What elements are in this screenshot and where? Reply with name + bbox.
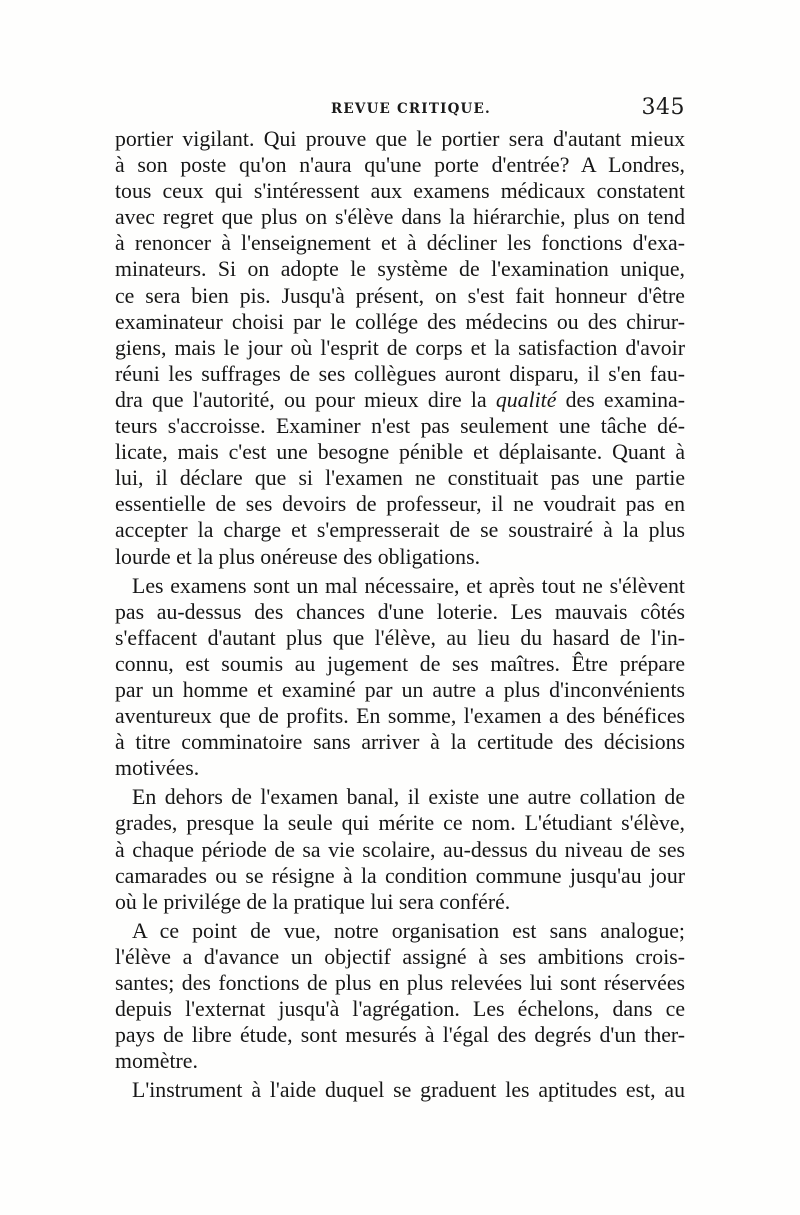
text-line: lui, il déclare que si l'examen ne constituait pas une partie (115, 466, 685, 491)
italic-word: qualité (495, 387, 557, 412)
running-head (115, 95, 685, 123)
text-line: En dehors de l'examen banal, il existe une autre collation de (132, 785, 685, 810)
text-line: momètre. (115, 1049, 198, 1074)
text-line: camarades ou se résigne à la condition commune jusqu'au jour (115, 863, 685, 888)
text-line: réuni les suffrages de ses collègues auront disparu, il s'en fau- (115, 361, 685, 386)
text-segment: dra que l'autorité, ou pour mieux dire la (115, 387, 496, 412)
text-line: à renoncer à l'enseignement et à décliner les fonctions d'exa- (115, 231, 685, 256)
text-line: teurs s'accroisse. Examiner n'est pas seulement une tâche dé- (115, 414, 685, 439)
text-line: depuis l'externat jusqu'à l'agrégation. Les échelons, dans ce (115, 997, 685, 1022)
paragraph (115, 1077, 685, 1103)
paragraph (115, 573, 685, 782)
text-line: portier vigilant. Qui prouve que le portier sera d'autant mieux (115, 127, 685, 151)
text-line: ce sera bien pis. Jusqu'à présent, on s'est fait honneur d'être (115, 283, 685, 308)
text-line: examinateur choisi par le collége des médecins ou des chirur- (115, 309, 685, 334)
text-line: A ce point de vue, notre organisation est sans analogue; (132, 918, 685, 943)
running-title: REVUE CRITIQUE. (331, 101, 491, 117)
text-line: pas au-dessus des chances d'une loterie. Les mauvais côtés (115, 599, 685, 624)
text-line: essentielle de ses devoirs de professeur, il ne voudrait pas en (115, 492, 685, 517)
text-line: minateurs. Si on adopte le système de l'examination unique, (115, 257, 685, 282)
text-segment: des examina- (556, 387, 685, 412)
text-line: santes; des fonctions de plus en plus relevées lui sont réservées (115, 971, 685, 995)
text-line: à titre comminatoire sans arriver à la certitude des décisions (115, 730, 685, 755)
text-line-with-italic (115, 387, 685, 413)
paragraph (115, 126, 685, 570)
text-line: tous ceux qui s'intéressent aux examens médicaux constatent (115, 179, 685, 204)
paragraph (115, 784, 685, 914)
body-text (115, 126, 685, 1103)
text-line: giens, mais le jour où l'esprit de corps et la satisfaction d'avoir (115, 335, 685, 360)
text-line: à chaque période de sa vie scolaire, au-dessus du niveau de ses (115, 837, 685, 862)
text-line: l'élève a d'avance un objectif assigné à ses ambitions crois- (115, 944, 685, 969)
text-line: aventureux que de profits. En somme, l'examen a des bénéfices (115, 704, 685, 729)
text-line: connu, est soumis au jugement de ses maîtres. Être prépare (115, 651, 685, 676)
text-line: lourde et la plus onéreuse des obligations. (115, 544, 481, 569)
text-line: à son poste qu'on n'aura qu'une porte d'entrée? A Londres, (115, 153, 685, 178)
text-line: licate, mais c'est une besogne pénible et déplaisante. Quant à (115, 440, 685, 465)
text-line: accepter la charge et s'empresserait de se soustrairé à la plus (115, 518, 685, 543)
text-line: grades, presque la seule qui mérite ce nom. L'étudiant s'élève, (115, 811, 685, 836)
text-line: par un homme et examiné par un autre a plus d'inconvénients (115, 677, 685, 702)
text-line: avec regret que plus on s'élève dans la hiérarchie, plus on tend (115, 205, 685, 230)
text-line: pays de libre étude, sont mesurés à l'égal des degrés d'un ther- (115, 1023, 685, 1048)
text-line: motivées. (115, 756, 200, 781)
text-line: L'instrument à l'aide duquel se graduent les aptitudes est, au (132, 1078, 685, 1103)
paragraph (115, 918, 685, 1075)
text-line: où le privilége de la pratique lui sera conféré. (115, 889, 511, 914)
page-number: 345 (641, 95, 685, 120)
text-line: s'effacent d'autant plus que l'élève, au lieu du hasard de l'in- (115, 625, 685, 650)
text-line: Les examens sont un mal nécessaire, et après tout ne s'élèvent (132, 573, 685, 598)
